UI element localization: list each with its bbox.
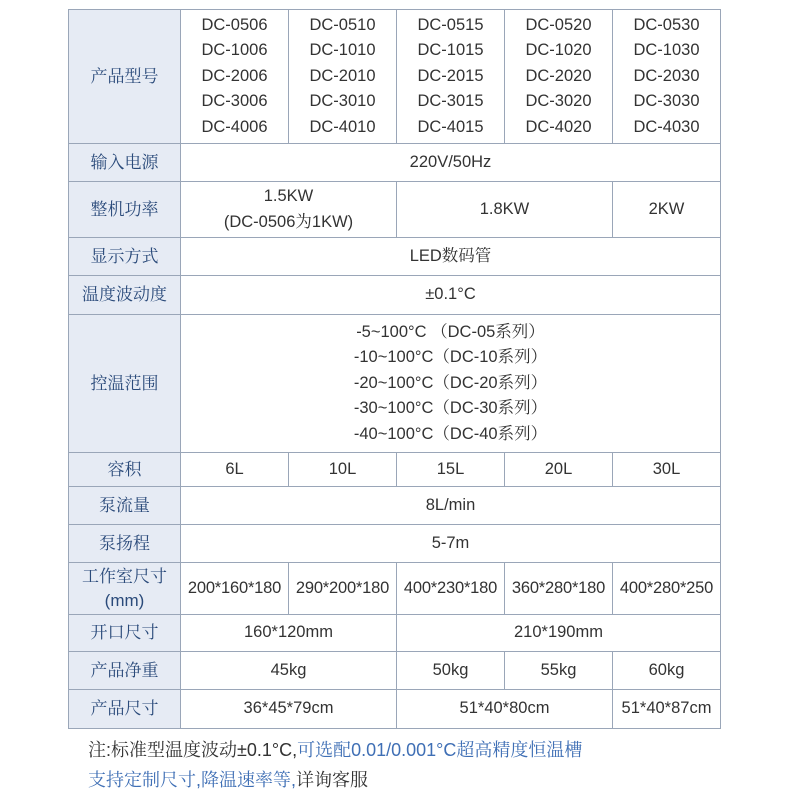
size-cell: 36*45*79cm [181, 690, 397, 729]
label-pump-flow: 泵流量 [69, 487, 181, 525]
label-power-input: 输入电源 [69, 144, 181, 182]
model-cell: DC-4010 [309, 117, 376, 136]
label-opening: 开口尺寸 [69, 615, 181, 652]
size-cell: 51*40*87cm [613, 690, 721, 729]
row-opening [69, 615, 721, 652]
model-cell: DC-0515 [417, 15, 484, 34]
row-model [69, 10, 721, 144]
label-display: 显示方式 [69, 238, 181, 276]
power-a-line1: 1.5KW [263, 187, 314, 205]
footnote-line2-suffix: 详询客服 [296, 770, 369, 790]
model-cell: DC-1020 [525, 41, 592, 60]
range-line: -20~100°C（DC-20系列） [353, 373, 548, 392]
model-cell: DC-2020 [525, 66, 592, 85]
chamber-cell: 360*280*180 [505, 563, 613, 615]
range-values [181, 315, 721, 453]
footnote-line2-highlight: 支持定制尺寸,降温速率等, [88, 770, 297, 790]
label-model: 产品型号 [69, 10, 181, 144]
power-a-line2: (DC-0506为1KW) [223, 212, 354, 231]
model-cell: DC-3010 [309, 92, 376, 111]
label-chamber-line1: 工作室尺寸 [82, 566, 167, 586]
model-col-5 [613, 10, 721, 144]
label-pump-head: 泵扬程 [69, 525, 181, 563]
power-input-value: 220V/50Hz [181, 144, 721, 182]
pump-flow-value: 8L/min [181, 487, 721, 525]
model-cell: DC-4020 [525, 117, 592, 136]
fluctuation-value: ±0.1°C [181, 276, 721, 315]
model-cell: DC-2006 [201, 66, 268, 85]
volume-cell: 15L [397, 453, 505, 487]
power-value-c: 2KW [613, 182, 721, 238]
model-col-3 [397, 10, 505, 144]
volume-cell: 30L [613, 453, 721, 487]
model-cell: DC-1030 [633, 41, 700, 60]
model-col-1 [181, 10, 289, 144]
opening-cell: 160*120mm [181, 615, 397, 652]
volume-cell: 10L [289, 453, 397, 487]
label-chamber [69, 563, 181, 615]
spec-table [68, 9, 721, 729]
model-cell: DC-4006 [201, 117, 268, 136]
row-power-input [69, 144, 721, 182]
label-chamber-line2: (mm) [104, 590, 145, 610]
model-cell: DC-2030 [633, 66, 700, 85]
label-weight: 产品净重 [69, 652, 181, 690]
model-cell: DC-1010 [309, 41, 376, 60]
model-cell: DC-1006 [201, 41, 268, 60]
model-cell: DC-2010 [309, 66, 376, 85]
model-cell: DC-0506 [201, 15, 268, 34]
model-cell: DC-3030 [633, 92, 700, 111]
label-power: 整机功率 [69, 182, 181, 238]
label-size: 产品尺寸 [69, 690, 181, 729]
weight-cell: 60kg [613, 652, 721, 690]
weight-cell: 50kg [397, 652, 505, 690]
row-size [69, 690, 721, 729]
label-fluctuation: 温度波动度 [69, 276, 181, 315]
weight-cell: 55kg [505, 652, 613, 690]
size-cell: 51*40*80cm [397, 690, 613, 729]
volume-cell: 20L [505, 453, 613, 487]
power-value-a [181, 182, 397, 238]
range-line: -30~100°C（DC-30系列） [353, 399, 548, 418]
footnote-prefix: 注:标准型温度波动±0.1°C, [88, 740, 298, 760]
model-cell: DC-1015 [417, 41, 484, 60]
model-cell: DC-2015 [417, 66, 484, 85]
label-volume: 容积 [69, 453, 181, 487]
model-cell: DC-0520 [525, 15, 592, 34]
footnote-line-1 [88, 735, 788, 765]
model-cell: DC-3020 [525, 92, 592, 111]
opening-cell: 210*190mm [397, 615, 721, 652]
model-cell: DC-4015 [417, 117, 484, 136]
row-pump-flow [69, 487, 721, 525]
volume-cell: 6L [181, 453, 289, 487]
row-weight [69, 652, 721, 690]
display-value: LED数码管 [181, 238, 721, 276]
pump-head-value: 5-7m [181, 525, 721, 563]
range-line: -40~100°C（DC-40系列） [353, 424, 548, 443]
footnote-highlight: 可选配0.01/0.001°C超高精度恒温槽 [297, 740, 583, 760]
footnote-line-2 [88, 765, 788, 795]
chamber-cell: 400*230*180 [397, 563, 505, 615]
label-range: 控温范围 [69, 315, 181, 453]
range-line: -5~100°C （DC-05系列） [356, 322, 545, 341]
footnote [88, 735, 788, 795]
row-volume [69, 453, 721, 487]
model-col-2 [289, 10, 397, 144]
chamber-cell: 290*200*180 [289, 563, 397, 615]
row-display [69, 238, 721, 276]
model-cell: DC-4030 [633, 117, 700, 136]
model-cell: DC-3006 [201, 92, 268, 111]
row-chamber [69, 563, 721, 615]
range-line: -10~100°C（DC-10系列） [353, 348, 548, 367]
chamber-cell: 400*280*250 [613, 563, 721, 615]
model-cell: DC-0510 [309, 15, 376, 34]
weight-cell: 45kg [181, 652, 397, 690]
row-range [69, 315, 721, 453]
model-cell: DC-3015 [417, 92, 484, 111]
model-col-4 [505, 10, 613, 144]
row-fluctuation [69, 276, 721, 315]
chamber-cell: 200*160*180 [181, 563, 289, 615]
row-power [69, 182, 721, 238]
row-pump-head [69, 525, 721, 563]
model-cell: DC-0530 [633, 15, 700, 34]
power-value-b: 1.8KW [397, 182, 613, 238]
